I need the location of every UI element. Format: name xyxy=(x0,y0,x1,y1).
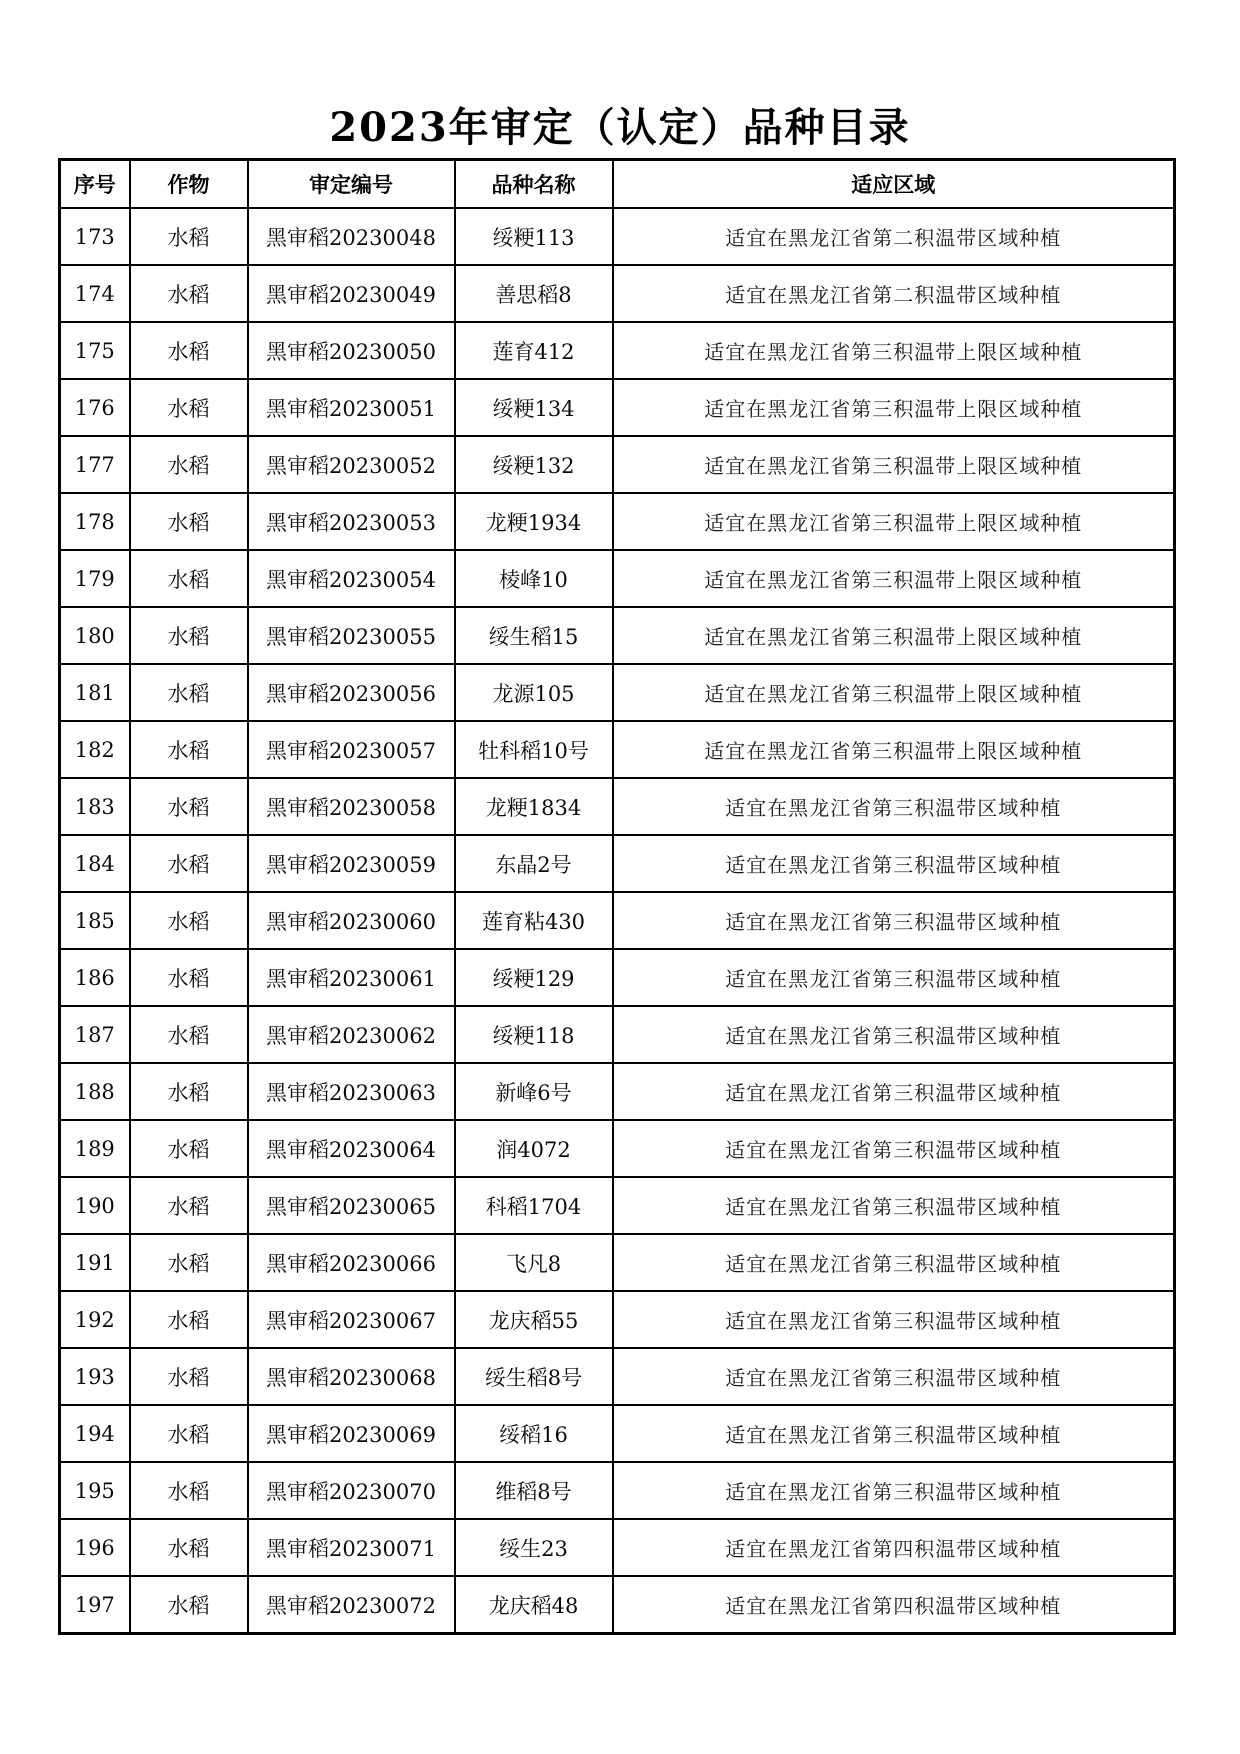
region-cell: 适宜在黑龙江省第三积温带区域种植 xyxy=(613,1234,1175,1291)
region-cell: 适宜在黑龙江省第四积温带区域种植 xyxy=(613,1519,1175,1576)
crop-cell: 水稻 xyxy=(130,1177,248,1234)
header-approval-number: 审定编号 xyxy=(248,160,455,209)
variety-name-cell: 绥生23 xyxy=(455,1519,613,1576)
approval-number-cell: 黑审稻20230054 xyxy=(248,550,455,607)
crop-cell: 水稻 xyxy=(130,1291,248,1348)
serial-number-cell: 197 xyxy=(60,1576,130,1634)
region-cell: 适宜在黑龙江省第三积温带区域种植 xyxy=(613,1348,1175,1405)
approval-number-cell: 黑审稻20230065 xyxy=(248,1177,455,1234)
variety-name-cell: 新峰6号 xyxy=(455,1063,613,1120)
region-cell: 适宜在黑龙江省第三积温带区域种植 xyxy=(613,1291,1175,1348)
table-body xyxy=(60,208,1175,1634)
table-row xyxy=(60,1120,1175,1177)
table-row xyxy=(60,1462,1175,1519)
approval-number-cell: 黑审稻20230061 xyxy=(248,949,455,1006)
approval-number-cell: 黑审稻20230052 xyxy=(248,436,455,493)
table-row xyxy=(60,1519,1175,1576)
variety-name-cell: 绥粳129 xyxy=(455,949,613,1006)
approval-number-cell: 黑审稻20230059 xyxy=(248,835,455,892)
serial-number-cell: 180 xyxy=(60,607,130,664)
header-serial-number: 序号 xyxy=(60,160,130,209)
table-row xyxy=(60,778,1175,835)
crop-cell: 水稻 xyxy=(130,493,248,550)
region-cell: 适宜在黑龙江省第三积温带区域种植 xyxy=(613,1405,1175,1462)
serial-number-cell: 179 xyxy=(60,550,130,607)
approval-number-cell: 黑审稻20230057 xyxy=(248,721,455,778)
crop-cell: 水稻 xyxy=(130,436,248,493)
approval-number-cell: 黑审稻20230070 xyxy=(248,1462,455,1519)
crop-cell: 水稻 xyxy=(130,607,248,664)
table-row xyxy=(60,721,1175,778)
serial-number-cell: 191 xyxy=(60,1234,130,1291)
approval-number-cell: 黑审稻20230058 xyxy=(248,778,455,835)
table-row xyxy=(60,550,1175,607)
crop-cell: 水稻 xyxy=(130,1462,248,1519)
serial-number-cell: 181 xyxy=(60,664,130,721)
variety-name-cell: 绥粳134 xyxy=(455,379,613,436)
region-cell: 适宜在黑龙江省第三积温带上限区域种植 xyxy=(613,379,1175,436)
serial-number-cell: 192 xyxy=(60,1291,130,1348)
table-row xyxy=(60,322,1175,379)
header-suitable-region: 适应区域 xyxy=(613,160,1175,209)
header-variety-name: 品种名称 xyxy=(455,160,613,209)
crop-cell: 水稻 xyxy=(130,778,248,835)
variety-name-cell: 飞凡8 xyxy=(455,1234,613,1291)
serial-number-cell: 182 xyxy=(60,721,130,778)
variety-name-cell: 绥粳132 xyxy=(455,436,613,493)
variety-name-cell: 科稻1704 xyxy=(455,1177,613,1234)
crop-cell: 水稻 xyxy=(130,664,248,721)
crop-cell: 水稻 xyxy=(130,1006,248,1063)
region-cell: 适宜在黑龙江省第三积温带区域种植 xyxy=(613,1063,1175,1120)
variety-name-cell: 润4072 xyxy=(455,1120,613,1177)
crop-cell: 水稻 xyxy=(130,721,248,778)
header-crop: 作物 xyxy=(130,160,248,209)
variety-name-cell: 龙庆稻55 xyxy=(455,1291,613,1348)
table-row xyxy=(60,1006,1175,1063)
crop-cell: 水稻 xyxy=(130,379,248,436)
region-cell: 适宜在黑龙江省第三积温带上限区域种植 xyxy=(613,721,1175,778)
table-row xyxy=(60,1177,1175,1234)
variety-name-cell: 绥生稻8号 xyxy=(455,1348,613,1405)
region-cell: 适宜在黑龙江省第三积温带上限区域种植 xyxy=(613,322,1175,379)
approval-number-cell: 黑审稻20230055 xyxy=(248,607,455,664)
variety-name-cell: 龙粳1934 xyxy=(455,493,613,550)
crop-cell: 水稻 xyxy=(130,322,248,379)
serial-number-cell: 195 xyxy=(60,1462,130,1519)
approval-number-cell: 黑审稻20230066 xyxy=(248,1234,455,1291)
region-cell: 适宜在黑龙江省第三积温带上限区域种植 xyxy=(613,436,1175,493)
approval-number-cell: 黑审稻20230050 xyxy=(248,322,455,379)
approval-number-cell: 黑审稻20230056 xyxy=(248,664,455,721)
variety-name-cell: 维稻8号 xyxy=(455,1462,613,1519)
approval-number-cell: 黑审稻20230071 xyxy=(248,1519,455,1576)
serial-number-cell: 177 xyxy=(60,436,130,493)
approval-number-cell: 黑审稻20230053 xyxy=(248,493,455,550)
table-row xyxy=(60,949,1175,1006)
variety-name-cell: 绥稻16 xyxy=(455,1405,613,1462)
crop-cell: 水稻 xyxy=(130,550,248,607)
region-cell: 适宜在黑龙江省第三积温带区域种植 xyxy=(613,1006,1175,1063)
crop-cell: 水稻 xyxy=(130,1576,248,1634)
table-row xyxy=(60,1576,1175,1634)
variety-name-cell: 龙庆稻48 xyxy=(455,1576,613,1634)
serial-number-cell: 178 xyxy=(60,493,130,550)
crop-cell: 水稻 xyxy=(130,835,248,892)
variety-name-cell: 东晶2号 xyxy=(455,835,613,892)
table-row xyxy=(60,379,1175,436)
table-row xyxy=(60,265,1175,322)
region-cell: 适宜在黑龙江省第三积温带区域种植 xyxy=(613,1177,1175,1234)
serial-number-cell: 173 xyxy=(60,208,130,265)
region-cell: 适宜在黑龙江省第二积温带区域种植 xyxy=(613,265,1175,322)
table-row xyxy=(60,835,1175,892)
serial-number-cell: 194 xyxy=(60,1405,130,1462)
table-row xyxy=(60,607,1175,664)
serial-number-cell: 183 xyxy=(60,778,130,835)
serial-number-cell: 193 xyxy=(60,1348,130,1405)
serial-number-cell: 189 xyxy=(60,1120,130,1177)
serial-number-cell: 185 xyxy=(60,892,130,949)
variety-name-cell: 善思稻8 xyxy=(455,265,613,322)
region-cell: 适宜在黑龙江省第三积温带区域种植 xyxy=(613,1120,1175,1177)
crop-cell: 水稻 xyxy=(130,1405,248,1462)
crop-cell: 水稻 xyxy=(130,265,248,322)
table-row xyxy=(60,892,1175,949)
page-title: 2023年审定（认定）品种目录 xyxy=(329,104,911,151)
region-cell: 适宜在黑龙江省第三积温带区域种植 xyxy=(613,835,1175,892)
variety-name-cell: 牡科稻10号 xyxy=(455,721,613,778)
table-row xyxy=(60,1405,1175,1462)
region-cell: 适宜在黑龙江省第二积温带区域种植 xyxy=(613,208,1175,265)
variety-name-cell: 绥粳118 xyxy=(455,1006,613,1063)
region-cell: 适宜在黑龙江省第三积温带上限区域种植 xyxy=(613,493,1175,550)
approval-number-cell: 黑审稻20230069 xyxy=(248,1405,455,1462)
crop-cell: 水稻 xyxy=(130,892,248,949)
crop-cell: 水稻 xyxy=(130,1519,248,1576)
serial-number-cell: 196 xyxy=(60,1519,130,1576)
table-row xyxy=(60,1348,1175,1405)
region-cell: 适宜在黑龙江省第三积温带区域种植 xyxy=(613,778,1175,835)
approval-number-cell: 黑审稻20230049 xyxy=(248,265,455,322)
approval-number-cell: 黑审稻20230063 xyxy=(248,1063,455,1120)
serial-number-cell: 176 xyxy=(60,379,130,436)
approval-number-cell: 黑审稻20230048 xyxy=(248,208,455,265)
serial-number-cell: 175 xyxy=(60,322,130,379)
serial-number-cell: 174 xyxy=(60,265,130,322)
approval-number-cell: 黑审稻20230051 xyxy=(248,379,455,436)
approval-number-cell: 黑审稻20230072 xyxy=(248,1576,455,1634)
table-row xyxy=(60,493,1175,550)
crop-cell: 水稻 xyxy=(130,208,248,265)
variety-name-cell: 莲育粘430 xyxy=(455,892,613,949)
region-cell: 适宜在黑龙江省第四积温带区域种植 xyxy=(613,1576,1175,1634)
table-row xyxy=(60,1291,1175,1348)
region-cell: 适宜在黑龙江省第三积温带区域种植 xyxy=(613,949,1175,1006)
variety-name-cell: 龙源105 xyxy=(455,664,613,721)
crop-cell: 水稻 xyxy=(130,1063,248,1120)
crop-cell: 水稻 xyxy=(130,1348,248,1405)
approval-number-cell: 黑审稻20230067 xyxy=(248,1291,455,1348)
variety-name-cell: 莲育412 xyxy=(455,322,613,379)
serial-number-cell: 187 xyxy=(60,1006,130,1063)
table-row xyxy=(60,1063,1175,1120)
region-cell: 适宜在黑龙江省第三积温带上限区域种植 xyxy=(613,607,1175,664)
approval-number-cell: 黑审稻20230068 xyxy=(248,1348,455,1405)
region-cell: 适宜在黑龙江省第三积温带上限区域种植 xyxy=(613,550,1175,607)
approval-number-cell: 黑审稻20230064 xyxy=(248,1120,455,1177)
region-cell: 适宜在黑龙江省第三积温带区域种植 xyxy=(613,1462,1175,1519)
crop-cell: 水稻 xyxy=(130,1234,248,1291)
table-header-row xyxy=(60,160,1175,209)
approval-number-cell: 黑审稻20230062 xyxy=(248,1006,455,1063)
serial-number-cell: 190 xyxy=(60,1177,130,1234)
table-row xyxy=(60,664,1175,721)
variety-name-cell: 棱峰10 xyxy=(455,550,613,607)
table-row xyxy=(60,208,1175,265)
crop-cell: 水稻 xyxy=(130,1120,248,1177)
approval-number-cell: 黑审稻20230060 xyxy=(248,892,455,949)
table-row xyxy=(60,1234,1175,1291)
table-row xyxy=(60,436,1175,493)
variety-name-cell: 绥粳113 xyxy=(455,208,613,265)
serial-number-cell: 188 xyxy=(60,1063,130,1120)
region-cell: 适宜在黑龙江省第三积温带区域种植 xyxy=(613,892,1175,949)
region-cell: 适宜在黑龙江省第三积温带上限区域种植 xyxy=(613,664,1175,721)
variety-name-cell: 绥生稻15 xyxy=(455,607,613,664)
variety-name-cell: 龙粳1834 xyxy=(455,778,613,835)
crop-cell: 水稻 xyxy=(130,949,248,1006)
serial-number-cell: 186 xyxy=(60,949,130,1006)
variety-catalog-table xyxy=(58,158,1176,1635)
serial-number-cell: 184 xyxy=(60,835,130,892)
